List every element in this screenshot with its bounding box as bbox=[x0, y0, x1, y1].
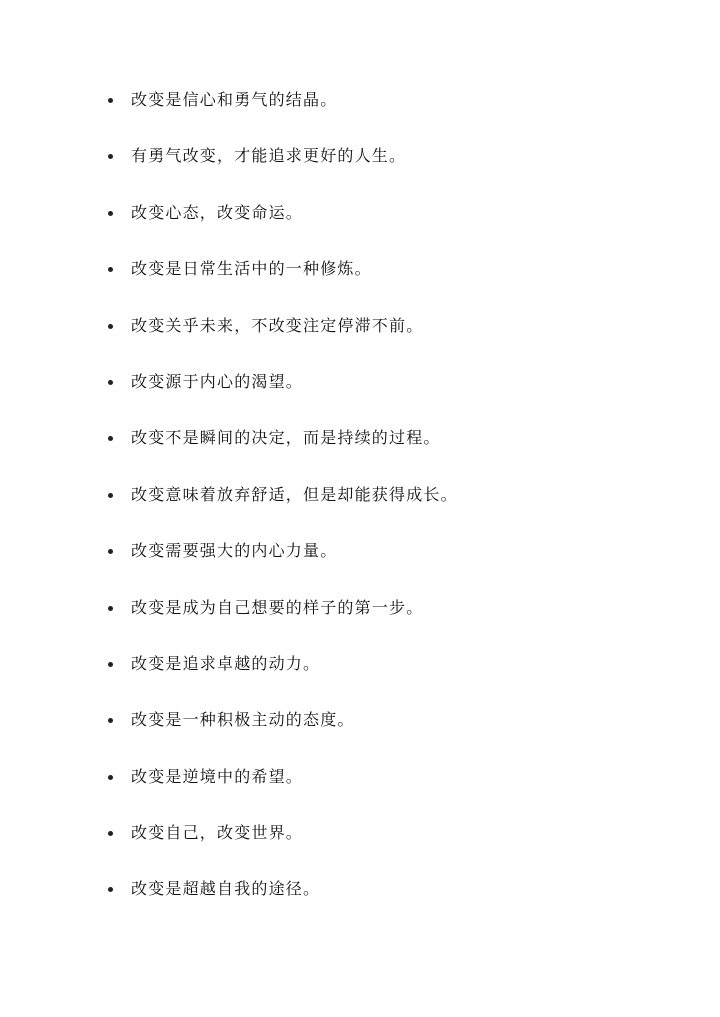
bullet-icon bbox=[108, 831, 113, 836]
list-item bbox=[108, 706, 668, 762]
bullet-icon bbox=[108, 662, 113, 667]
bullet-icon bbox=[108, 436, 113, 441]
bullet-icon bbox=[108, 493, 113, 498]
list-item-text: 改变是日常生活中的一种修炼。 bbox=[131, 259, 372, 279]
list-item bbox=[108, 594, 668, 650]
list-item-text: 改变是成为自己想要的样子的第一步。 bbox=[131, 597, 424, 617]
list-item bbox=[108, 875, 668, 931]
list-item-text: 改变是信心和勇气的结晶。 bbox=[131, 90, 338, 109]
bullet-list bbox=[108, 86, 668, 932]
bullet-icon bbox=[108, 549, 113, 554]
bullet-icon bbox=[108, 98, 113, 103]
list-item-text: 改变是一种积极主动的态度。 bbox=[131, 710, 355, 730]
list-item bbox=[108, 424, 668, 480]
bullet-icon bbox=[108, 211, 113, 216]
bullet-icon bbox=[108, 154, 113, 159]
bullet-icon bbox=[108, 775, 113, 780]
list-item-text: 改变不是瞬间的决定，而是持续的过程。 bbox=[131, 428, 441, 448]
list-item-text: 改变心态，改变命运。 bbox=[131, 202, 304, 222]
list-item-text: 改变是超越自我的途径。 bbox=[131, 879, 321, 899]
list-item bbox=[108, 650, 668, 706]
list-item-text: 改变是追求卓越的动力。 bbox=[131, 653, 321, 673]
list-item bbox=[108, 819, 668, 875]
list-item-text: 改变自己，改变世界。 bbox=[131, 823, 304, 843]
bullet-icon bbox=[108, 606, 113, 611]
list-item-text: 有勇气改变，才能追求更好的人生。 bbox=[131, 146, 407, 166]
bullet-icon bbox=[108, 267, 113, 272]
list-item-text: 改变是逆境中的希望。 bbox=[131, 766, 304, 786]
list-item bbox=[108, 481, 668, 537]
list-item bbox=[108, 537, 668, 593]
list-item bbox=[108, 255, 668, 311]
list-item-text: 改变需要强大的内心力量。 bbox=[131, 541, 338, 561]
list-item bbox=[108, 86, 668, 142]
bullet-icon bbox=[108, 380, 113, 385]
bullet-icon bbox=[108, 887, 113, 892]
bullet-icon bbox=[108, 718, 113, 723]
list-item bbox=[108, 199, 668, 255]
list-item bbox=[108, 368, 668, 424]
list-item bbox=[108, 142, 668, 198]
list-item-text: 改变源于内心的渴望。 bbox=[131, 371, 304, 391]
list-item-text: 改变意味着放弃舒适，但是却能获得成长。 bbox=[131, 484, 458, 504]
bullet-icon bbox=[108, 324, 113, 329]
list-item bbox=[108, 763, 668, 819]
list-item bbox=[108, 312, 668, 368]
list-item-text: 改变关乎未来，不改变注定停滞不前。 bbox=[131, 315, 424, 335]
